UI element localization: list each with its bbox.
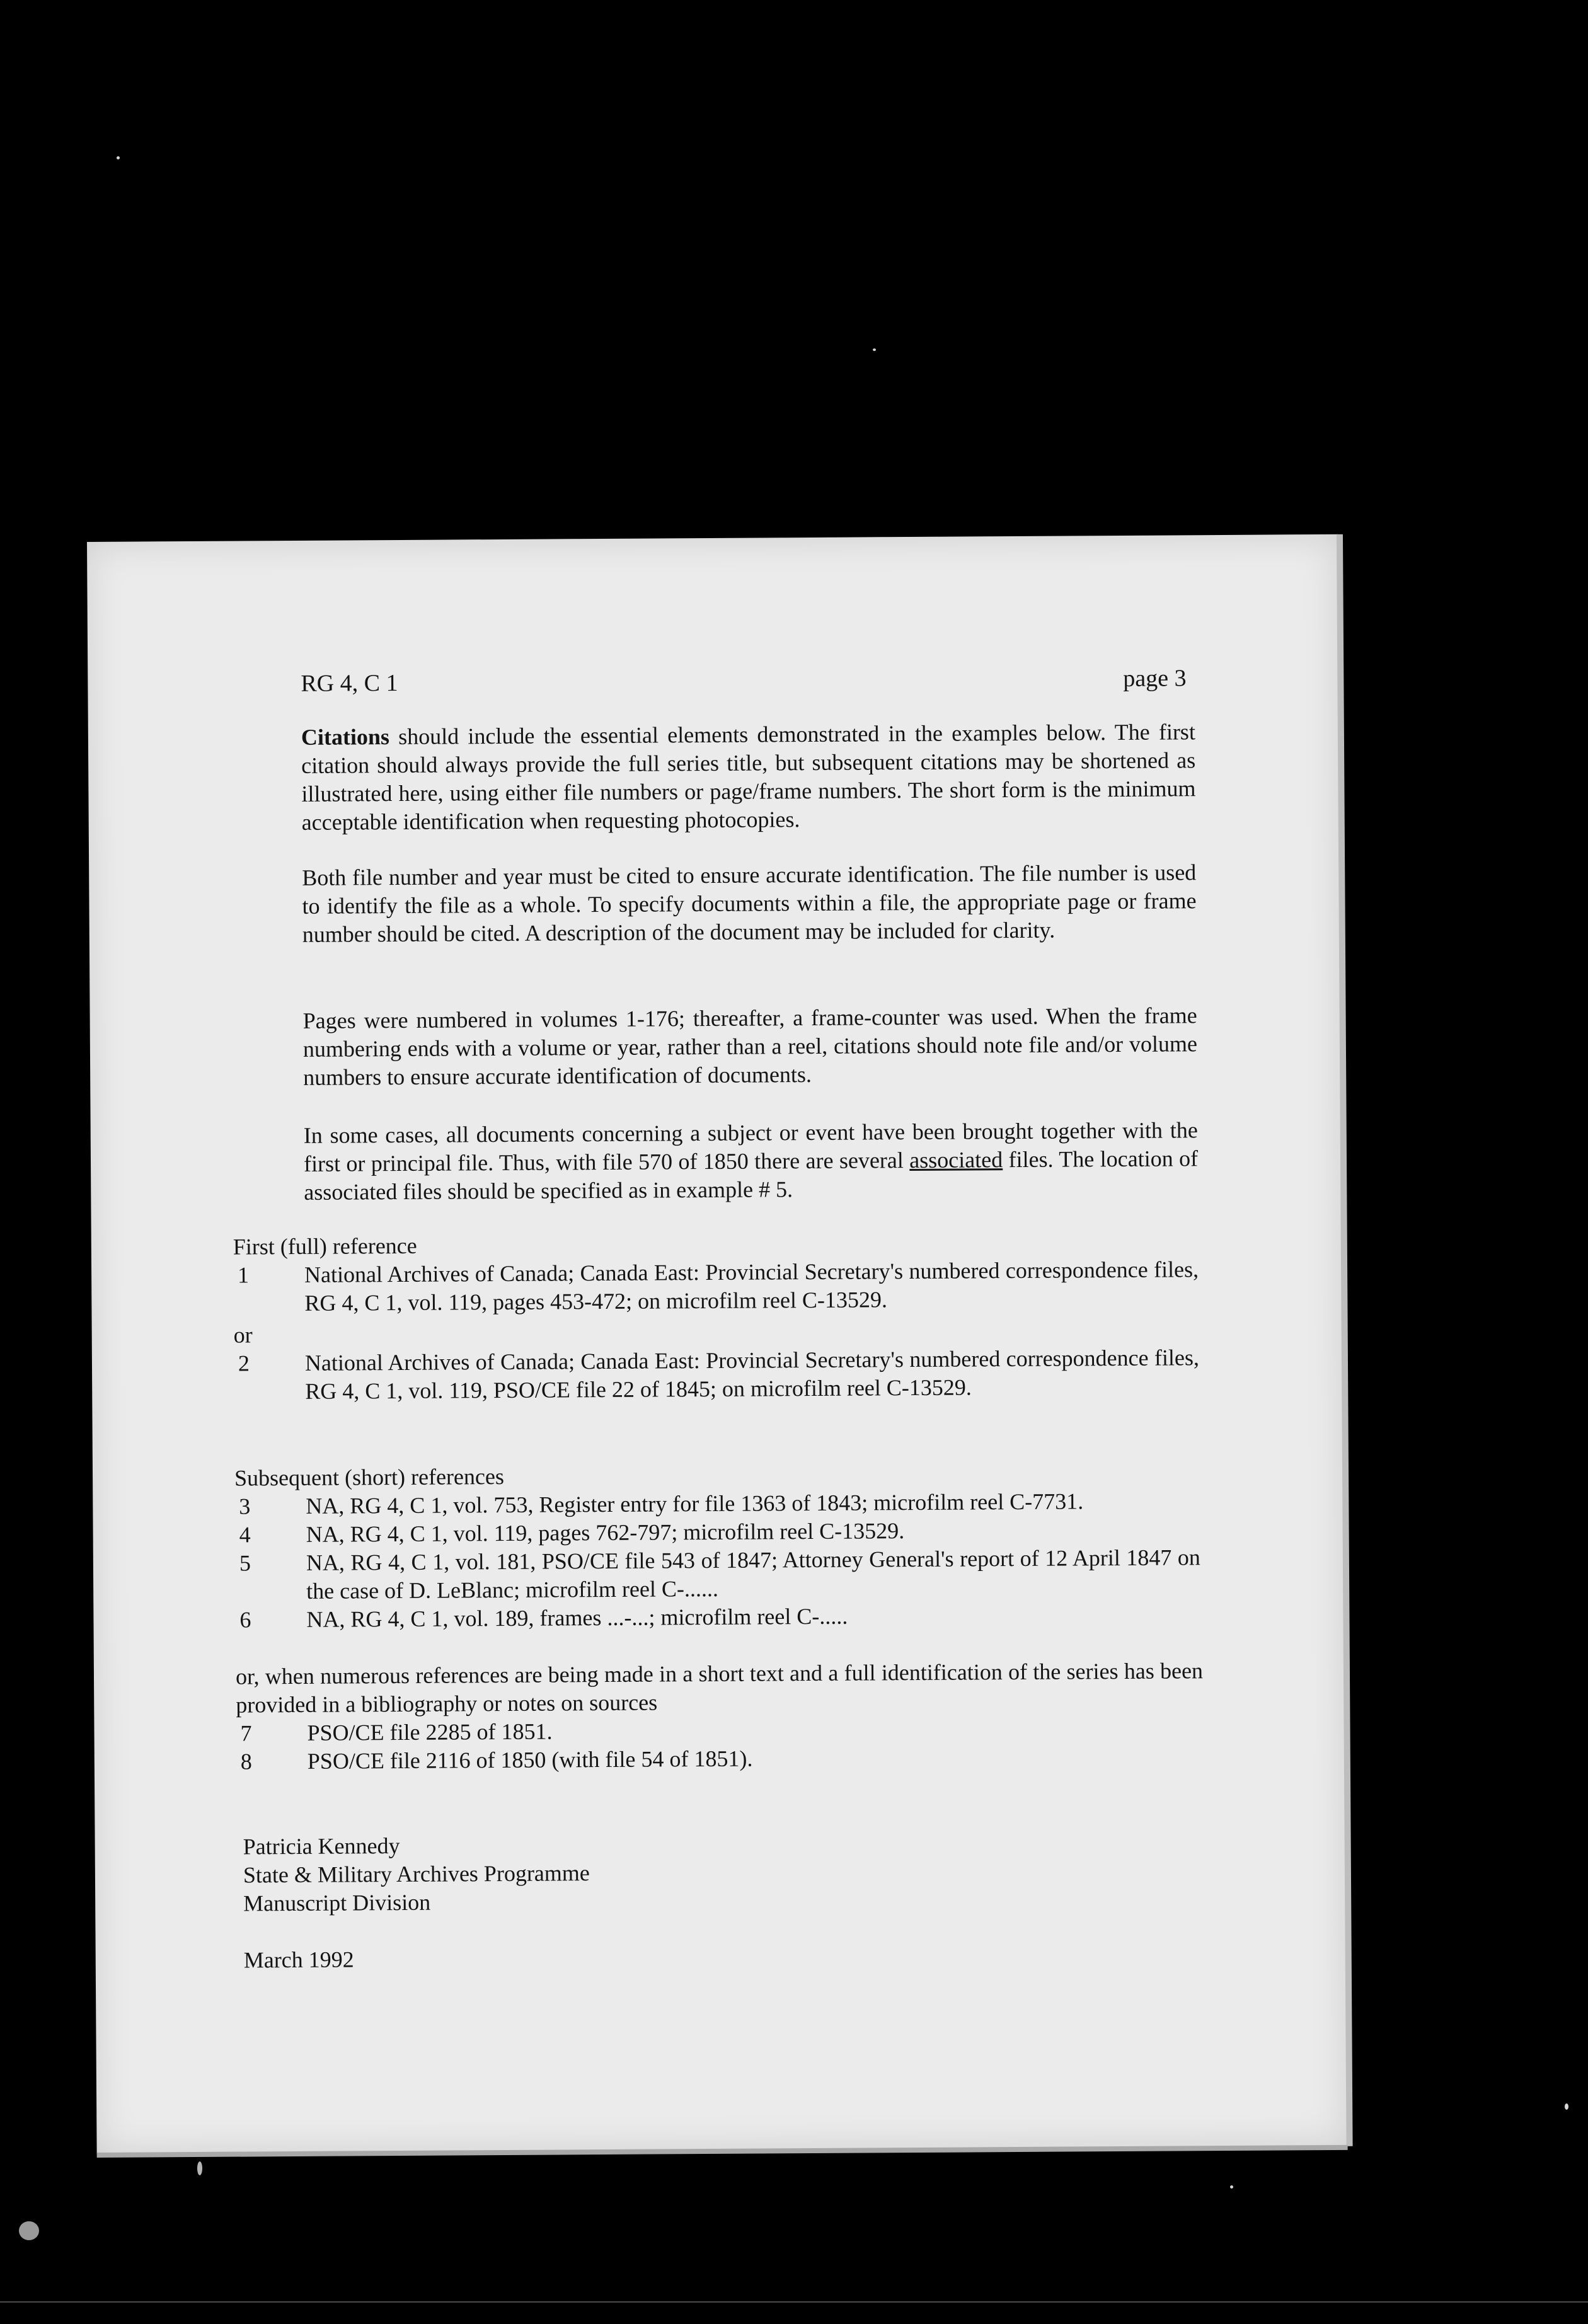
reference-text: NA, RG 4, C 1, vol. 119, pages 762-797; microfilm reel C-13529. — [306, 1518, 905, 1547]
reference-text: NA, RG 4, C 1, vol. 189, frames ...-...; microfilm reel C-..... — [306, 1603, 848, 1632]
paragraph-file-number: Both file number and year must be cited to ensure accurate identification. The file number is used to identify the file as a whole. To specify documents within a file, the appropriate page or frame number should be cited. A description of the document may be included for clarity. — [302, 860, 1197, 947]
reference-number: 3 — [239, 1493, 251, 1519]
reference-text: National Archives of Canada; Canada East: Provincial Secretary's numbered correspondence files, RG 4, C 1, vol. 119, pages 453-472; on microfilm reel C-13529. — [304, 1257, 1199, 1316]
author-name: Patricia Kennedy — [243, 1833, 400, 1860]
associated-term: associated — [909, 1147, 1003, 1173]
reference-number: 8 — [240, 1749, 252, 1775]
scan-bottom-line — [0, 2301, 1588, 2303]
reference-number: 5 — [239, 1550, 251, 1576]
reference-text: NA, RG 4, C 1, vol. 181, PSO/CE file 543 of 1847; Attorney General's report of 12 April 1847 on the case of D. LeBlanc; microfilm reel C-...... — [306, 1545, 1200, 1604]
scan-speck — [873, 348, 876, 351]
scan-speck — [1230, 2185, 1233, 2189]
scan-speck — [117, 156, 120, 159]
page-number: page 3 — [1123, 665, 1187, 692]
reference-number: 6 — [239, 1607, 251, 1633]
first-reference-heading: First (full) reference — [233, 1233, 417, 1260]
reference-text: National Archives of Canada; Canada East: Provincial Secretary's numbered correspondence files, RG 4, C 1, vol. 119, PSO/CE file 22 of 1845; on microfilm reel C-13529. — [304, 1345, 1200, 1404]
short-text-intro: or, when numerous references are being made in a short text and a full identification of the series has been provided in a bibliography or notes on sources — [235, 1658, 1204, 1718]
document-body — [87, 534, 1348, 2154]
scan-speck — [1565, 2103, 1568, 2110]
scan-speck — [197, 2161, 202, 2175]
document-date: March 1992 — [243, 1947, 354, 1973]
reference-number: 7 — [240, 1720, 252, 1746]
reference-number: 1 — [237, 1262, 250, 1288]
reference-number: 2 — [238, 1350, 250, 1376]
associated-text-a: In some cases, all documents concerning a subject or event have been brought together with the first or principal file. Thus, with file 570 of 1850 there are several — [303, 1117, 1198, 1176]
paragraph-associated — [304, 1116, 1199, 1207]
reference-text: PSO/CE file 2116 of 1850 (with file 54 of 1851). — [307, 1746, 753, 1774]
reference-number: 4 — [239, 1522, 251, 1548]
author-programme: State & Military Archives Programme — [243, 1860, 590, 1888]
reference-text: PSO/CE file 2285 of 1851. — [307, 1718, 553, 1746]
citations-text: should include the essential elements demonstrated in the examples below. The first citation should always provide the full series title, but subsequent citations may be shortened as illustrated here, using either file numbers or page/frame numbers. The short form is the minimum acceptable identification when requesting photocopies. — [301, 719, 1196, 835]
subsequent-reference-heading: Subsequent (short) references — [234, 1463, 505, 1491]
reference-text: NA, RG 4, C 1, vol. 753, Register entry for file 1363 of 1843; microfilm reel C-7731. — [306, 1488, 1084, 1519]
author-division: Manuscript Division — [243, 1889, 431, 1916]
document-page — [87, 534, 1348, 2154]
series-header: RG 4, C 1 — [301, 669, 398, 697]
or-label: or — [233, 1322, 253, 1348]
scan-speck — [19, 2221, 39, 2240]
paragraph-citations — [301, 718, 1196, 837]
associated-text-b: files. The location of associated files should be specified as in example # 5. — [304, 1146, 1199, 1205]
citations-lead: Citations — [301, 724, 390, 750]
paragraph-pages: Pages were numbered in volumes 1-176; thereafter, a frame-counter was used. When the frame numbering ends with a volume or year, rather than a reel, citations should note file and/or volume numbers to ensure accurate identification of documents. — [302, 1003, 1198, 1090]
